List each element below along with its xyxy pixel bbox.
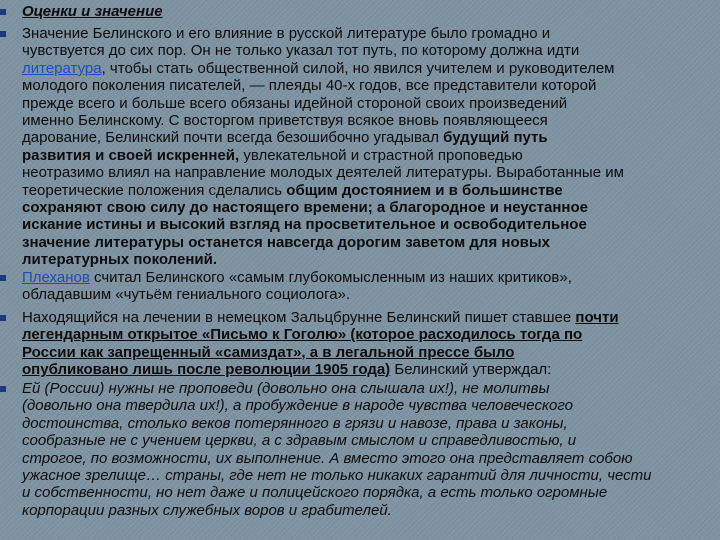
text-line: чувствуется до сих пор. Он не только указал тот путь, по которому должна идти — [22, 42, 580, 60]
bullet-marker — [0, 9, 6, 15]
text-line: опубликовано лишь после революции 1905 года) Белинский утверждал: — [22, 361, 552, 379]
text-line: прежде всего и больше всего обязаны идейной стороной своих произведений — [22, 94, 568, 112]
quote-line: и собственности, но нет даже и полицейского порядка, а есть только огромные — [22, 484, 608, 502]
bullet-marker — [0, 275, 6, 281]
bullet-item-significance — [0, 25, 720, 269]
text-line: значение литературы останется навсегда дорогим заветом для новых — [22, 233, 550, 251]
text-line: обладавшим «чутьём гениального социолога». — [22, 286, 351, 304]
bullet-marker — [0, 31, 6, 37]
text-line: литература, чтобы стать общественной силой, но явился учителем и руководителем — [22, 59, 615, 77]
text-line: искание истины и высокий взгляд на просветительное и освободительное — [22, 216, 587, 234]
bullet-marker — [0, 386, 6, 392]
text-line: литературных поколений. — [22, 251, 218, 269]
bullet-marker — [0, 315, 6, 321]
text-line: Плеханов считал Белинского «самым глубокомысленным из наших критиков», — [22, 269, 572, 286]
text-line: России как запрещенный «самиздат», а в легальной прессе было — [22, 343, 515, 361]
slide-heading: Оценки и значение — [22, 3, 163, 20]
quote-line: корпорации разных служебных воров и грабителей. — [22, 501, 392, 519]
text-line: развития и своей искренней, увлекательной и страстной проповедью — [22, 146, 523, 164]
bullet-item-quote — [0, 380, 720, 519]
quote-line: сообразные не с учением церкви, а с здравым смыслом и справедливостью, и — [22, 432, 577, 450]
link-plekhanov[interactable]: Плеханов — [22, 269, 90, 286]
link-literature[interactable]: литература — [22, 59, 102, 77]
text-line: легендарным открытое «Письмо к Гоголю» (которое расходилось тогда по — [22, 326, 583, 344]
text-line: именно Белинскому. С восторгом приветствуя всякое вновь появляющееся — [22, 112, 548, 130]
text-line: сохраняют свою силу до настоящего времени; а благородное и неустанное — [22, 199, 588, 217]
text-line: Находящийся на лечении в немецком Зальцбрунне Белинский пишет ставшее почти — [22, 309, 619, 326]
quote-line: (довольно она твердила их!), а пробуждение в народе чувства человеческого — [22, 397, 573, 415]
quote-line: ужасное зрелище… страны, где нет не только никаких гарантий для личности, чести — [22, 467, 652, 485]
text-line: неотразимо влиял на направление молодых деятелей литературы. Выработанные им — [22, 164, 624, 182]
quote-line: достоинства, столько веков потерянного в грязи и навозе, права и законы, — [22, 414, 568, 432]
bullet-item-heading — [0, 3, 720, 20]
text-line: дарование, Белинский почти всегда безошибочно угадывал будущий путь — [22, 129, 548, 147]
text-line: молодого поколения писателей, — плеяды 40-х годов, все представители которой — [22, 77, 597, 95]
bullet-item-letter — [0, 309, 720, 379]
text-line: теоретические положения сделались общим достоянием и в большинстве — [22, 181, 563, 199]
quote-line: строгое, по возможности, их выполнение. А вместо этого она представляет собою — [22, 449, 633, 467]
text-line: Значение Белинского и его влияние в русской литературе было громадно и — [22, 25, 551, 42]
bullet-item-plekhanov — [0, 269, 720, 304]
quote-line: Ей (России) нужны не проповеди (довольно она слышала их!), не молитвы — [22, 380, 550, 397]
